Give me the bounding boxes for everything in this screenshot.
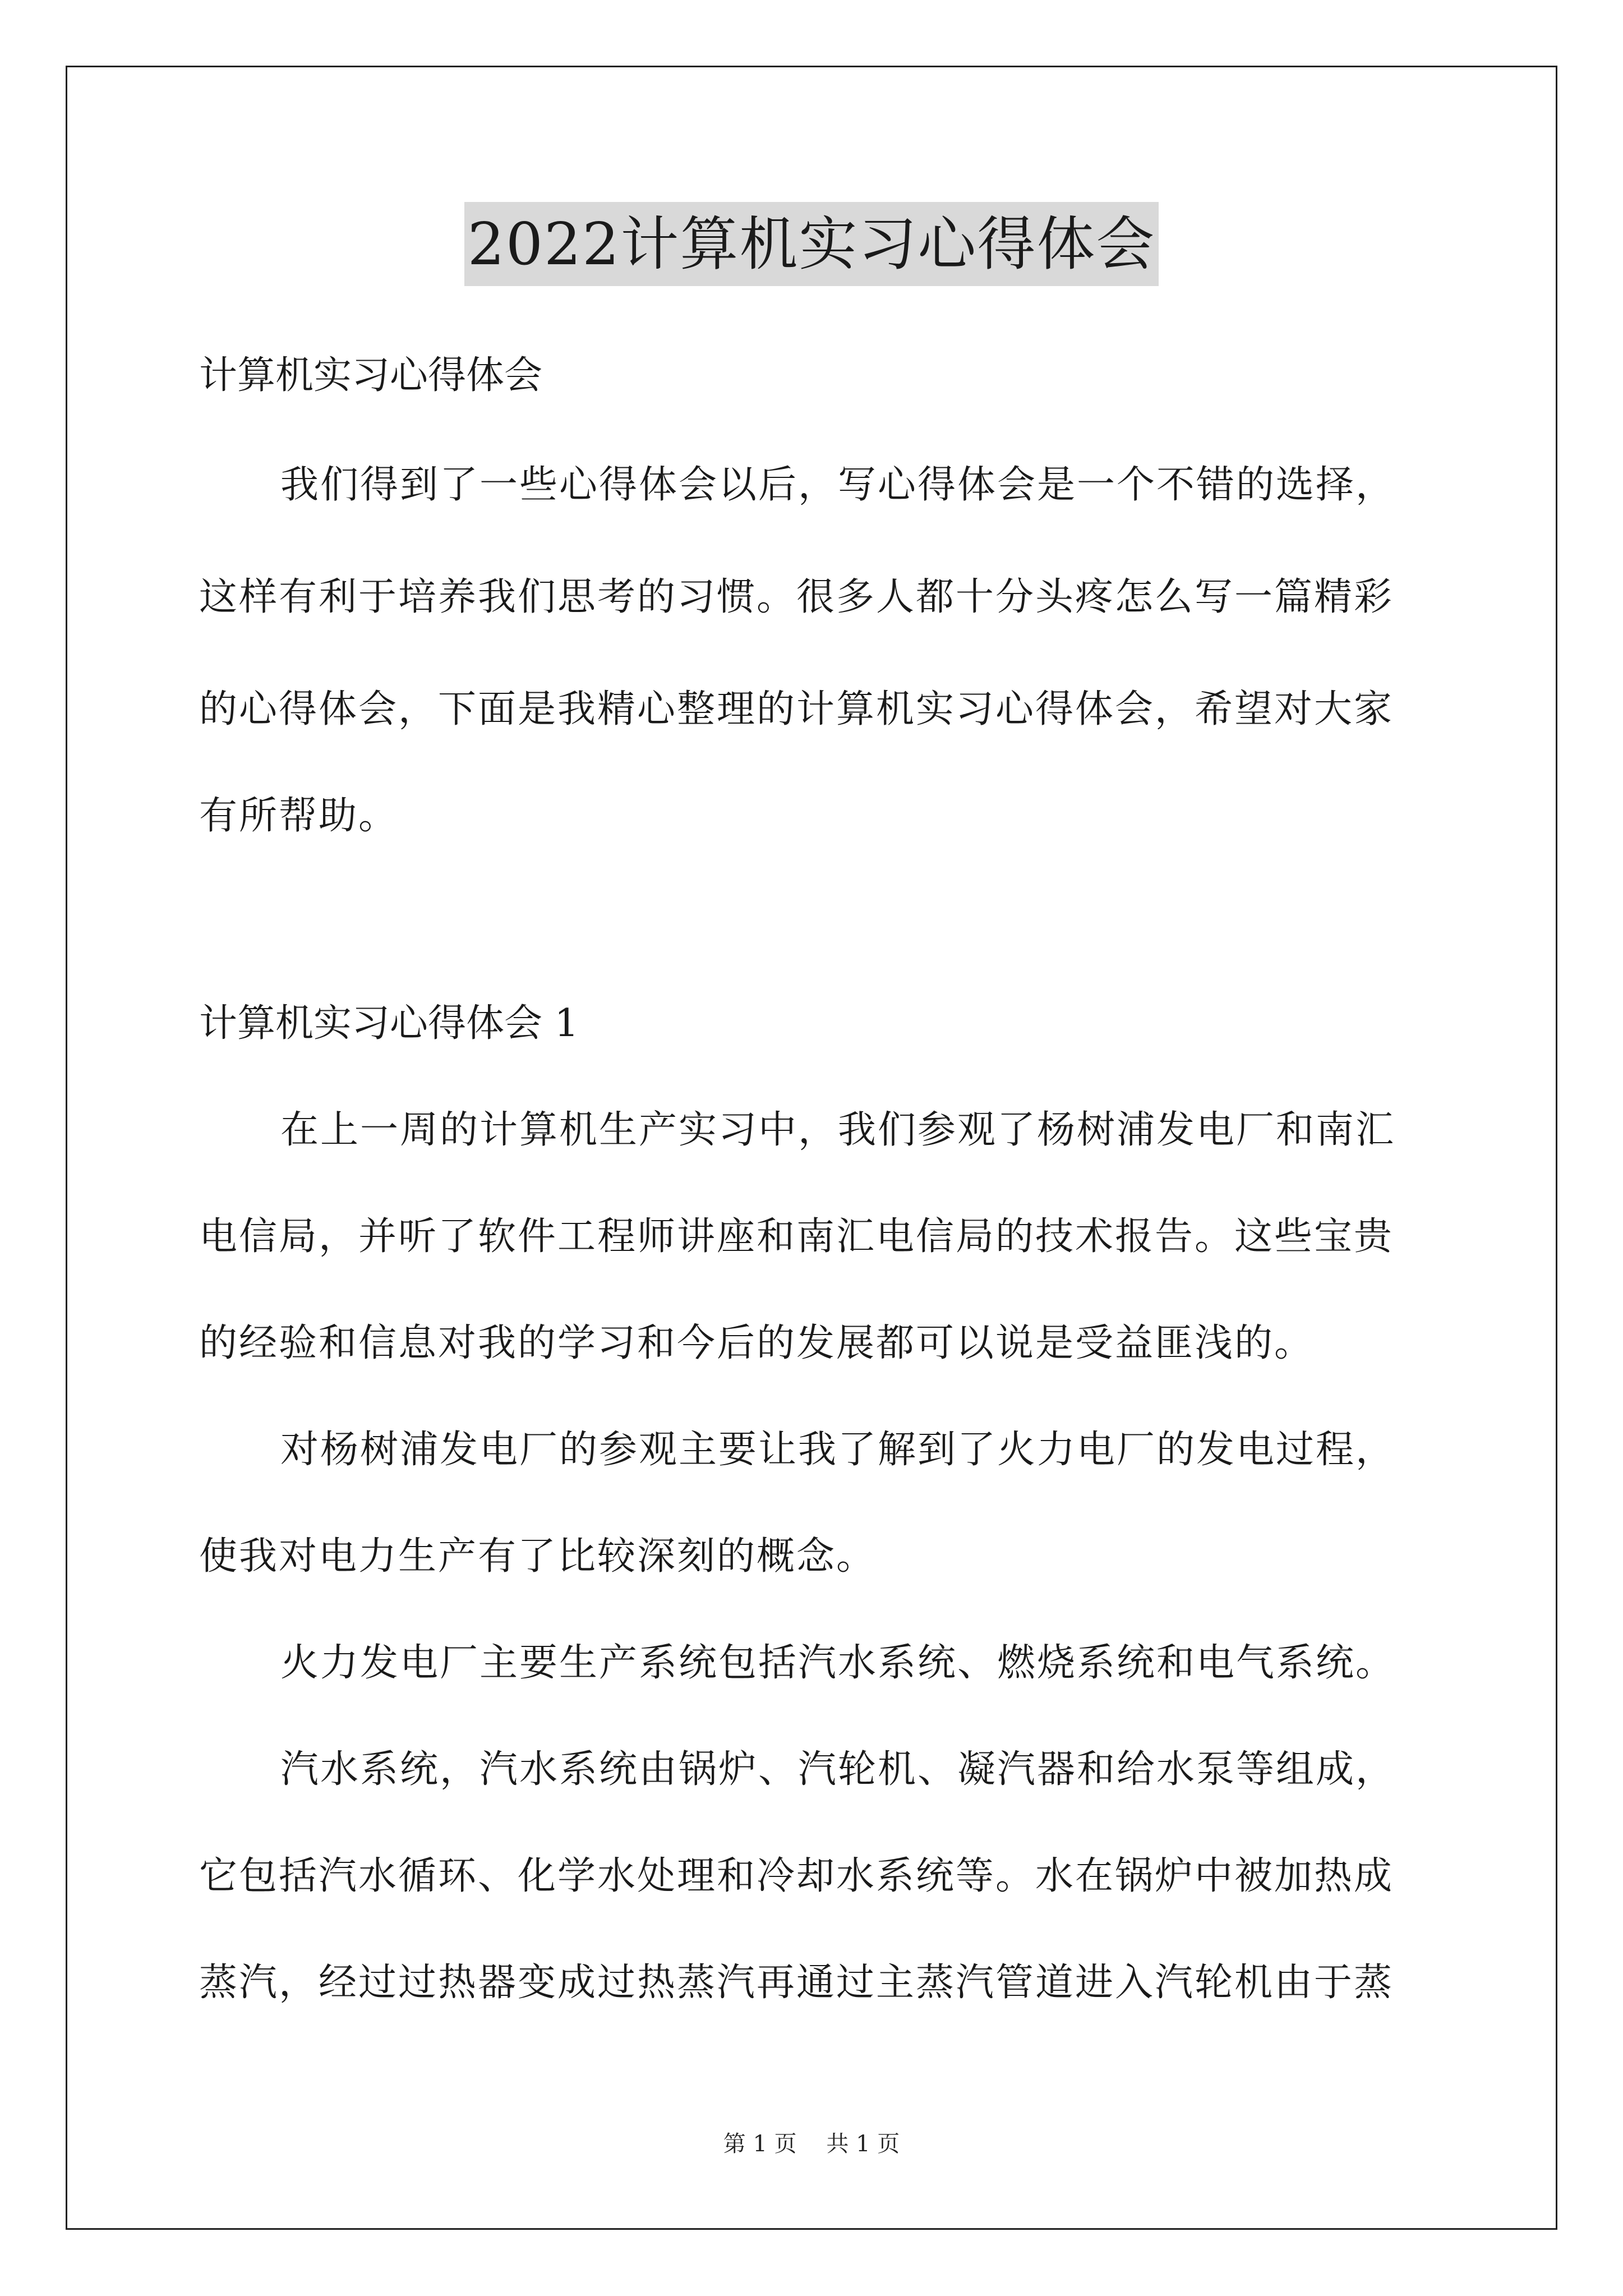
- body-line: 对杨树浦发电厂的参观主要让我了解到了火力电厂的发电过程，: [280, 1428, 1396, 1472]
- section-heading-intro: 计算机实习心得体会: [199, 353, 543, 398]
- page-footer: [0, 2126, 1623, 2158]
- body-line: 在上一周的计算机生产实习中，我们参观了杨树浦发电厂和南汇: [280, 1108, 1396, 1152]
- intro-line: 我们得到了一些心得体会以后，写心得体会是一个不错的选择，: [280, 463, 1396, 507]
- section-heading-1: 计算机实习心得体会 1: [199, 1001, 579, 1046]
- body-line: 电信局，并听了软件工程师讲座和南汇电信局的技术报告。这些宝贵: [199, 1214, 1394, 1259]
- document-title: 2022计算机实习心得体会: [464, 202, 1159, 286]
- body-line: 的经验和信息对我的学习和今后的发展都可以说是受益匪浅的。: [199, 1321, 1315, 1365]
- body-line: 它包括汽水循环、化学水处理和冷却水系统等。水在锅炉中被加热成: [199, 1854, 1394, 1898]
- page-number-total: 共 1 页: [826, 2131, 900, 2157]
- body-line: 汽水系统，汽水系统由锅炉、汽轮机、凝汽器和给水泵等组成，: [280, 1747, 1396, 1792]
- intro-line: 这样有利于培养我们思考的习惯。很多人都十分头疼怎么写一篇精彩: [199, 575, 1394, 619]
- body-line: 蒸汽，经过过热器变成过热蒸汽再通过主蒸汽管道进入汽轮机由于蒸: [199, 1961, 1394, 2005]
- page-number-current: 第 1 页: [723, 2131, 797, 2157]
- intro-line: 的心得体会，下面是我精心整理的计算机实习心得体会，希望对大家: [199, 687, 1394, 731]
- title-container: [0, 202, 1623, 286]
- body-line: 使我对电力生产有了比较深刻的概念。: [199, 1534, 877, 1579]
- body-line: 火力发电厂主要生产系统包括汽水系统、燃烧系统和电气系统。: [280, 1641, 1396, 1685]
- intro-line: 有所帮助。: [199, 794, 399, 838]
